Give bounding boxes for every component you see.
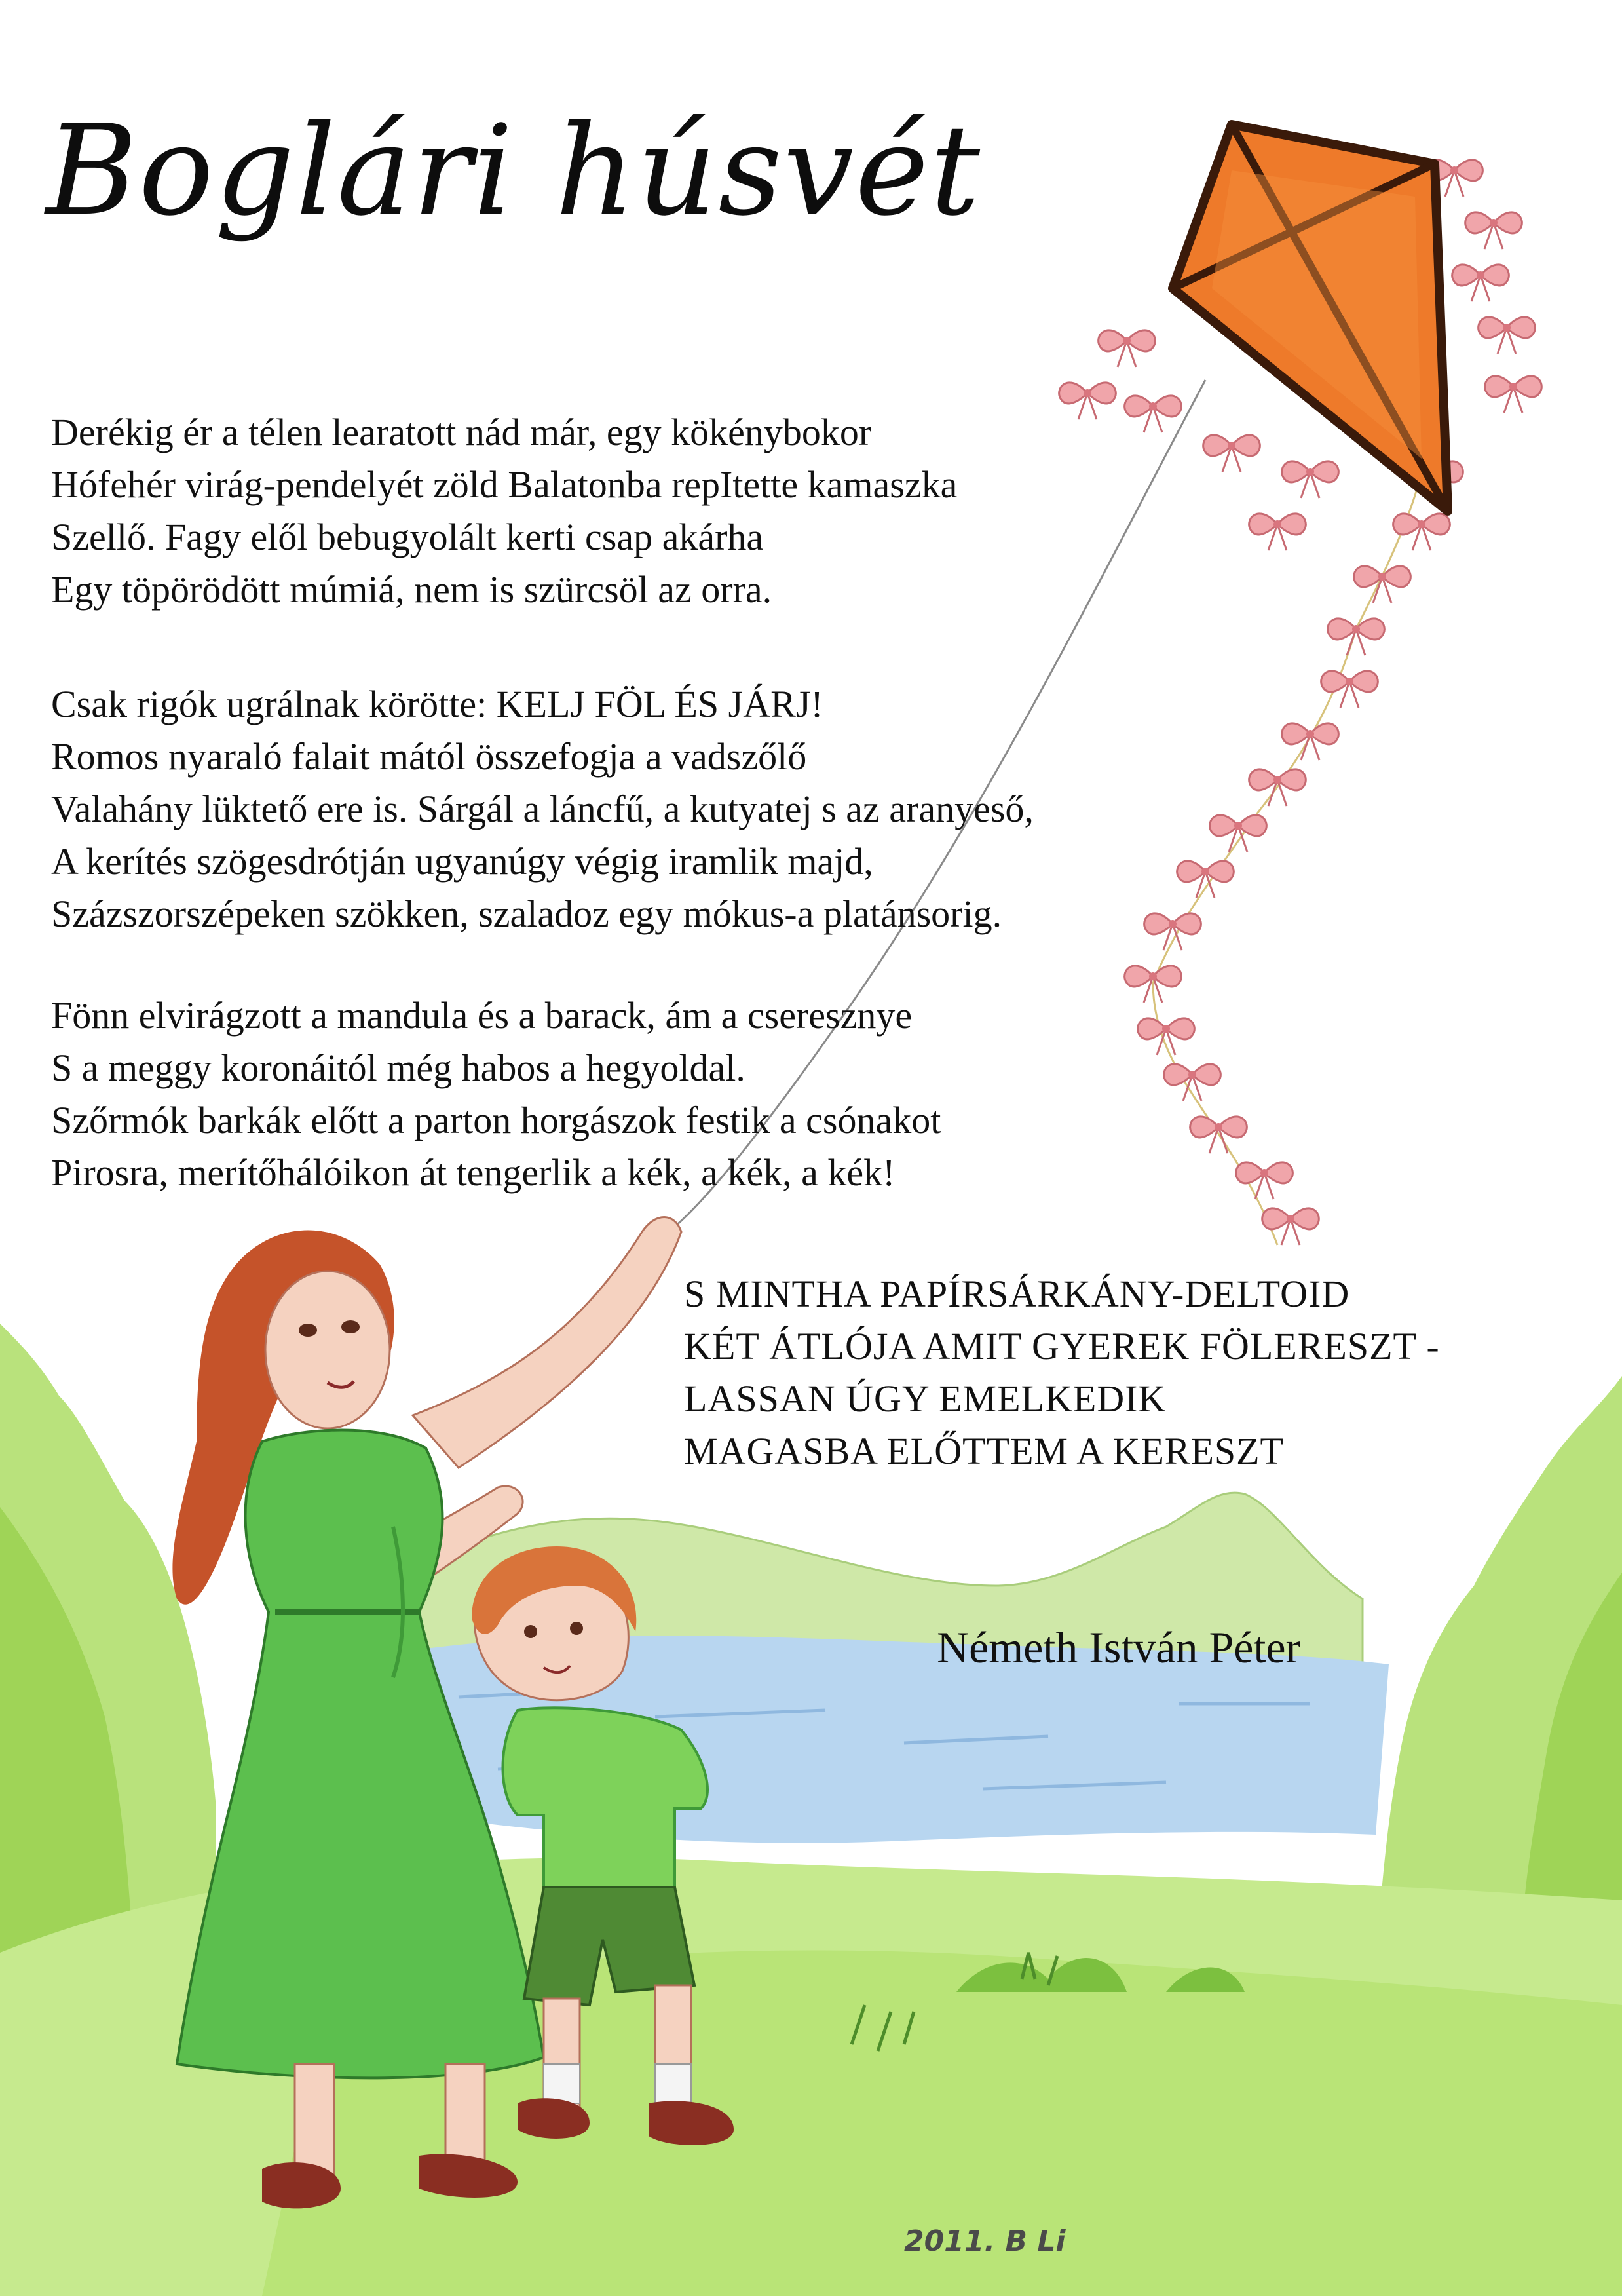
author-name: Németh István Péter bbox=[937, 1622, 1301, 1672]
poem-line: Hófehér virág-pendelyét zöld Balatonba repItette kamaszka bbox=[51, 463, 958, 506]
stanza-2 bbox=[51, 678, 1034, 940]
poem-line: Fönn elvirágzott a mandula és a barack, ám a cseresznye bbox=[51, 994, 913, 1037]
stanza-1 bbox=[51, 406, 957, 616]
refrain-line: S MINTHA PAPÍRSÁRKÁNY-DELTOID bbox=[684, 1272, 1350, 1315]
refrain-stanza bbox=[684, 1268, 1440, 1478]
artist-signature: 2011. B Li bbox=[904, 2225, 1066, 2258]
poem-line: A kerítés szögesdrótján ugyanúgy végig iramlik majd, bbox=[51, 840, 873, 883]
stanza-3 bbox=[51, 989, 941, 1199]
poem-line: Egy töpörödött múmiá, nem is szürcsöl az orra. bbox=[51, 568, 772, 611]
refrain-line: MAGASBA ELŐTTEM A KERESZT bbox=[684, 1430, 1284, 1472]
refrain-line: KÉT ÁTLÓJA AMIT GYEREK FÖLERESZT - bbox=[684, 1325, 1440, 1368]
poem-line: Szőrmók barkák előtt a parton horgászok festik a csónakot bbox=[51, 1099, 941, 1141]
poem-line: Csak rigók ugrálnak körötte: KELJ FÖL ÉS JÁRJ! bbox=[51, 683, 823, 725]
poem-line: Derékig ér a télen learatott nád már, egy kökénybokor bbox=[51, 411, 872, 453]
refrain-line: LASSAN ÚGY EMELKEDIK bbox=[684, 1377, 1167, 1420]
poem-line: Valahány lüktető ere is. Sárgál a láncfű, a kutyatej s az aranyeső, bbox=[51, 788, 1034, 830]
poem-line: Százszorszépeken szökken, szaladoz egy mókus-a platánsorig. bbox=[51, 892, 1002, 935]
poem-line: Romos nyaraló falait mától összefogja a vadszőlő bbox=[51, 735, 807, 778]
poem-line: Szellő. Fagy elől bebugyolált kerti csap akárha bbox=[51, 516, 764, 558]
poem-line: S a meggy koronáitól még habos a hegyoldal. bbox=[51, 1046, 745, 1089]
poem-title: Boglári húsvét bbox=[46, 98, 982, 243]
poem-line: Pirosra, merítőhálóikon át tengerlik a kék, a kék, a kék! bbox=[51, 1151, 896, 1194]
